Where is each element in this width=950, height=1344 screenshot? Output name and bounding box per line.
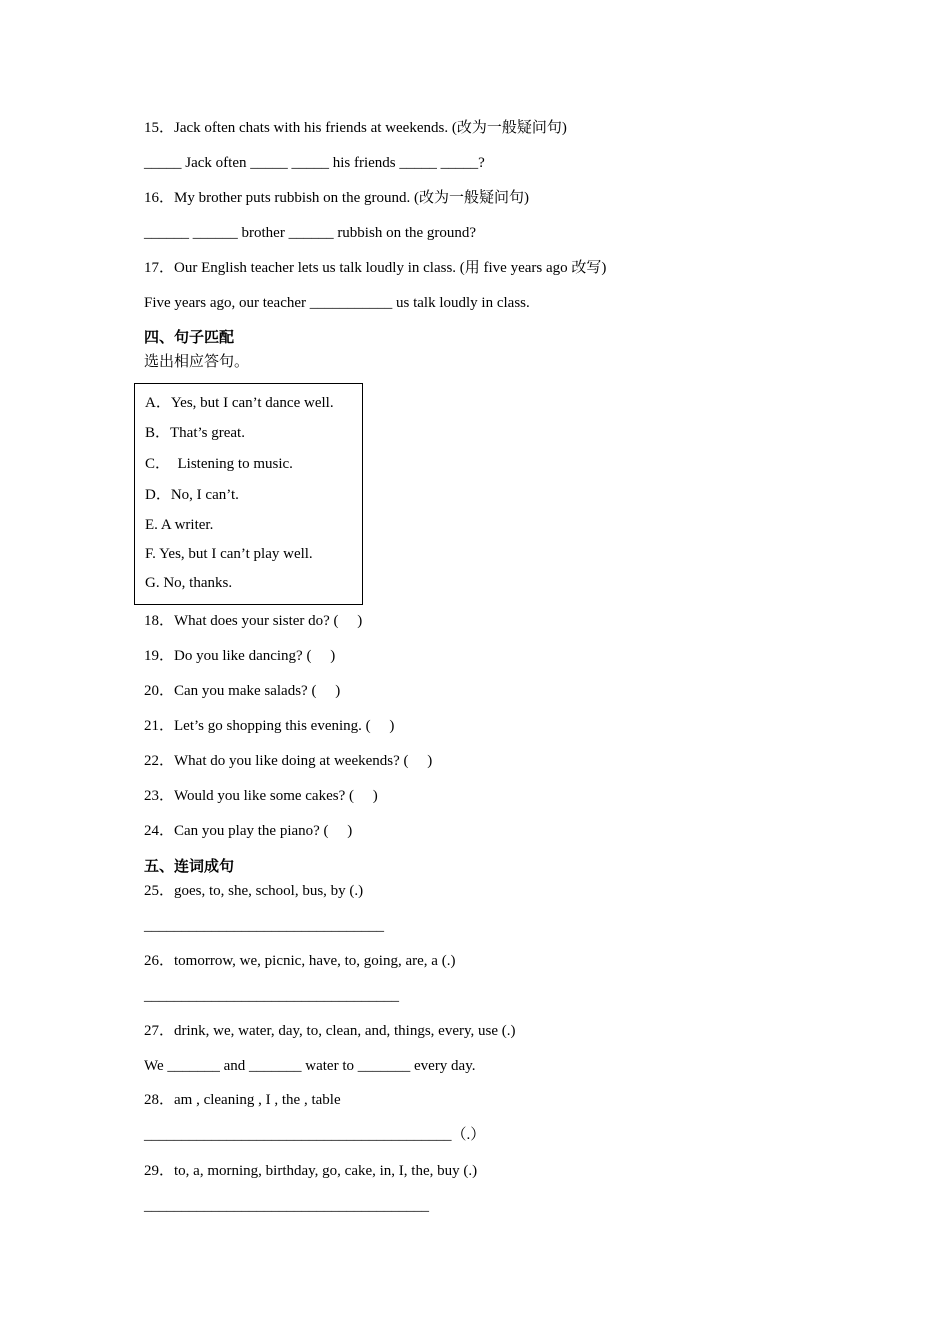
question-27: 27．drink, we, water, day, to, clean, and, things, every, use (.) (144, 1023, 516, 1039)
question-21[interactable]: 21．Let’s go shopping this evening. ( ) (144, 718, 395, 734)
option-a: A．Yes, but I can’t dance well. (145, 395, 334, 411)
section-4-instruction: 选出相应答句。 (144, 354, 250, 370)
option-f: F. Yes, but I can’t play well. (145, 546, 313, 562)
answer-line-25[interactable]: ________________________________ (144, 918, 384, 934)
question-17: 17．Our English teacher lets us talk loudly in class. (用 five years ago 改写) (144, 260, 607, 276)
question-23[interactable]: 23．Would you like some cakes? ( ) (144, 788, 378, 804)
question-26: 26．tomorrow, we, picnic, have, to, going, are, a (.) (144, 953, 456, 969)
answer-line-26[interactable]: __________________________________ (144, 988, 399, 1004)
option-b: B．That’s great. (145, 425, 245, 441)
question-25: 25．goes, to, she, school, bus, by (.) (144, 883, 364, 899)
question-20[interactable]: 20．Can you make salads? ( ) (144, 683, 341, 699)
answer-line-15[interactable]: _____ Jack often _____ _____ his friends _____ _____? (144, 155, 485, 171)
question-15: 15．Jack often chats with his friends at weekends. (改为一般疑问句) (144, 120, 567, 136)
option-g: G. No, thanks. (145, 575, 233, 591)
question-19[interactable]: 19．Do you like dancing? ( ) (144, 648, 336, 664)
question-22[interactable]: 22．What do you like doing at weekends? ( ) (144, 753, 433, 769)
option-e: E. A writer. (145, 517, 214, 533)
section-4-title: 四、句子匹配 (144, 330, 235, 346)
answer-line-27[interactable]: We _______ and _______ water to _______ every day. (144, 1058, 476, 1074)
question-18[interactable]: 18．What does your sister do? ( ) (144, 613, 363, 629)
section-5-title: 五、连词成句 (144, 859, 235, 875)
answer-line-17[interactable]: Five years ago, our teacher ___________ us talk loudly in class. (144, 295, 530, 311)
answer-line-29[interactable]: ______________________________________ (144, 1198, 429, 1214)
answer-line-28[interactable]: _________________________________________（.） (144, 1127, 486, 1143)
question-16: 16．My brother puts rubbish on the ground. (改为一般疑问句) (144, 190, 529, 206)
question-29: 29．to, a, morning, birthday, go, cake, in, I, the, buy (.) (144, 1163, 478, 1179)
question-28: 28．am , cleaning , I , the , table (144, 1092, 341, 1108)
option-d: D．No, I can’t. (145, 487, 239, 503)
options-box (134, 383, 363, 605)
option-c: C． Listening to music. (145, 456, 293, 472)
answer-line-16[interactable]: ______ ______ brother ______ rubbish on the ground? (144, 225, 477, 241)
question-24[interactable]: 24．Can you play the piano? ( ) (144, 823, 353, 839)
